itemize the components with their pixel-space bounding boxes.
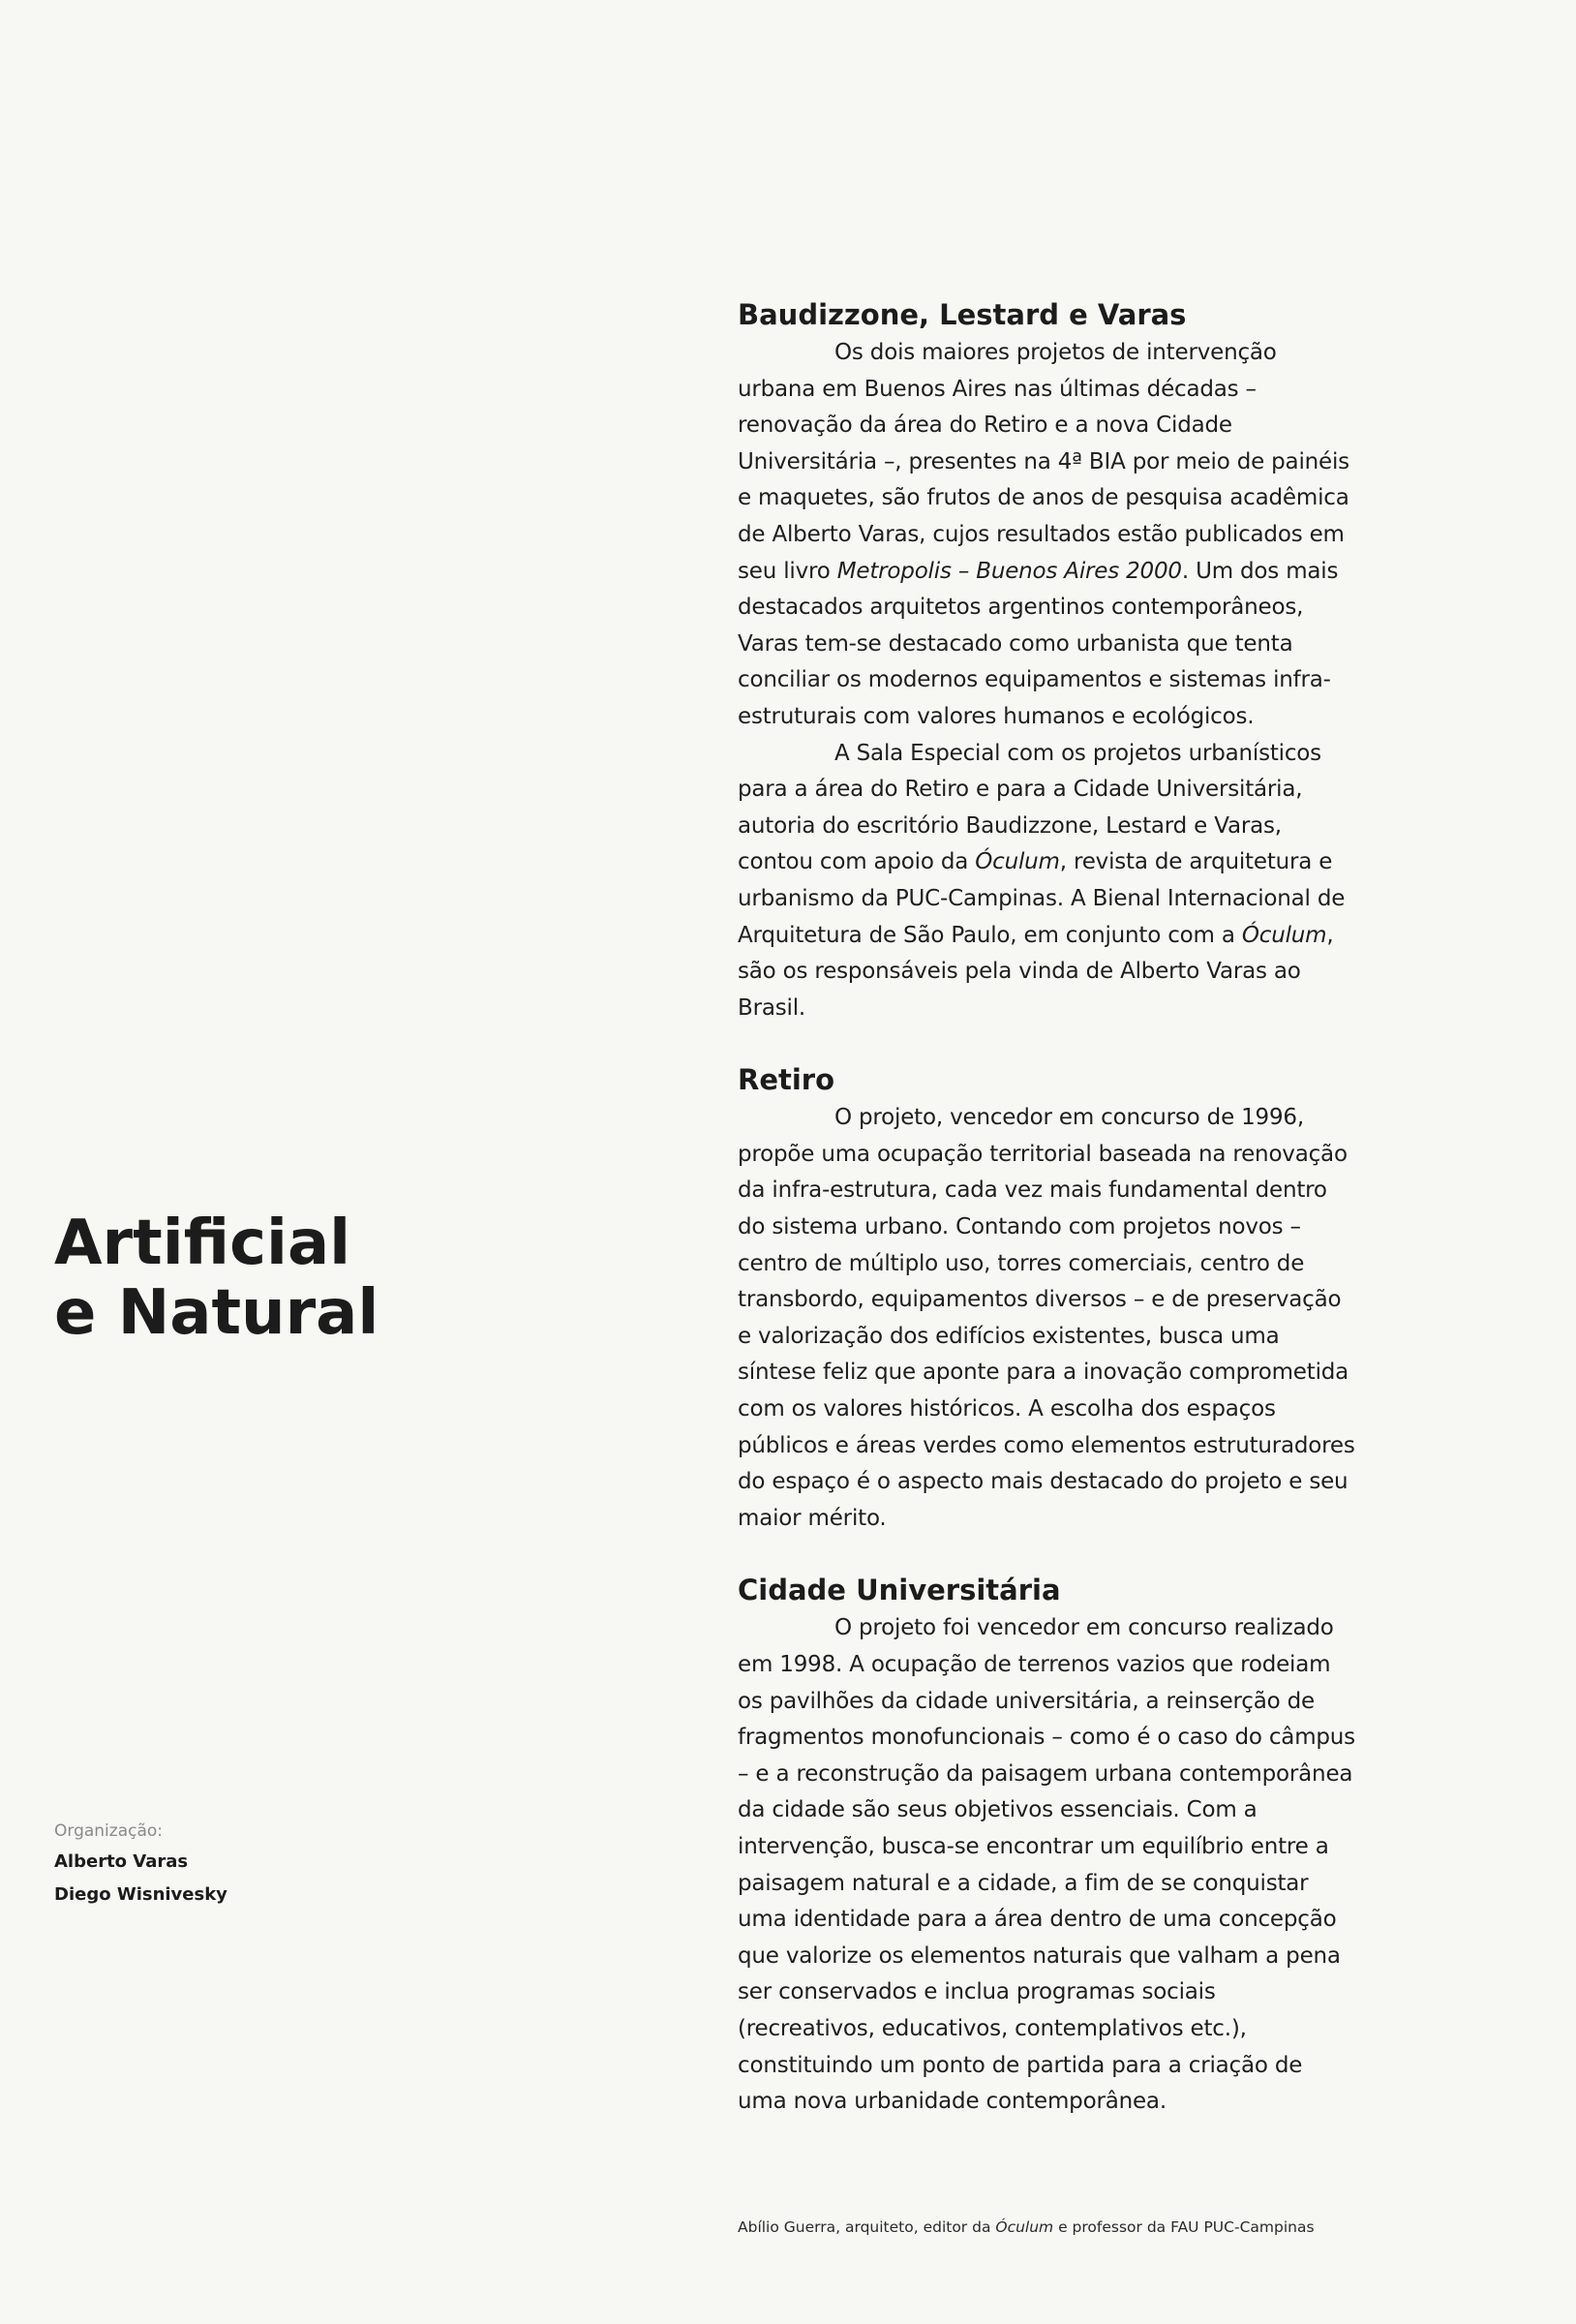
organizer-name: Alberto Varas: [54, 1851, 189, 1872]
section-retiro: [738, 1059, 1357, 1537]
paragraph: [738, 1100, 1357, 1537]
book-title: Metropolis – Buenos Aires 2000: [836, 558, 1182, 584]
magazine-name: Óculum: [975, 849, 1060, 875]
magazine-name: Óculum: [1241, 922, 1327, 948]
section-baudizzone: [738, 294, 1357, 1026]
article-body: [738, 294, 1357, 2121]
page-title: [54, 1208, 461, 1348]
section-heading: Baudizzone, Lestard e Varas: [738, 298, 1187, 331]
page-title-line-1: Artificial: [54, 1208, 351, 1279]
credit-text: Abílio Guerra, arquiteto, editor da: [738, 2218, 996, 2236]
credit-text: e professor da FAU PUC-Campinas: [1053, 2218, 1315, 2236]
paragraph: [738, 1610, 1357, 2120]
paragraph: [738, 335, 1357, 736]
paragraph-text: O projeto foi vencedor em concurso realizado em 1998. A ocupação de terrenos vazios que rodeiam os pavilhões da cidade universitária, a reinserção de fragmentos monofuncionais – como é o caso do câmpus – e a reconstrução da paisagem urbana contemporânea da cidade são seus objetivos essenciais. Com a intervenção, busca-se encontrar um equilíbrio entre a paisagem natural e a cidade, a fim de se conquistar uma identidade para a área dentro de uma concepção que valorize os elementos naturais que valham a pena ser conservados e inclua programas sociais (recreativos, educativos, contemplativos etc.), constituindo um ponto de partida para a criação de uma nova urbanidade contemporânea.: [738, 1615, 1355, 2115]
organization-credits: [54, 1817, 403, 1911]
magazine-name: Óculum: [995, 2218, 1054, 2236]
paragraph-text: O projeto, vencedor em concurso de 1996, propõe uma ocupação territorial baseada na renovação da infra-estrutura, cada vez mais fundamental dentro do sistema urbano. Contando com projetos novos – centro de múltiplo uso, torres comerciais, centro de transbordo, equipamentos diversos – e de preservação e valorização dos edifícios existentes, busca uma síntese feliz que aponte para a inovação comprometida com os valores históricos. A escolha dos espaços públicos e áreas verdes como elementos estruturadores do espaço é o aspecto mais destacado do projeto e seu maior mérito.: [738, 1105, 1355, 1531]
author-credit: [738, 2217, 1357, 2238]
section-heading: Cidade Universitária: [738, 1574, 1061, 1607]
section-heading: Retiro: [738, 1063, 835, 1097]
paragraph: [738, 736, 1357, 1027]
paragraph-text: , revista de arquitetura e urbanismo da PUC-Campinas. A Bienal Internacional de Arquitetura de São Paulo, em conjunto com a: [738, 849, 1346, 948]
section-cidade-universitaria: [738, 1570, 1357, 2120]
organizer-name: Diego Wisnivesky: [54, 1884, 227, 1905]
paragraph-text: , são os responsáveis pela vinda de Alberto Varas ao Brasil.: [738, 922, 1334, 1021]
organization-label: Organização:: [54, 1821, 164, 1841]
page-title-line-2: e Natural: [54, 1277, 379, 1349]
paragraph-text: . Um dos mais destacados arquitetos argentinos contemporâneos, Varas tem-se destacado como urbanista que tenta conciliar os modernos equipamentos e sistemas infra-estruturais com valores humanos e ecológicos.: [738, 558, 1339, 729]
paragraph-text: A Sala Especial com os projetos urbanísticos para a área do Retiro e para a Cidade Universitária, autoria do escritório Baudizzone, Lestard e Varas, contou com apoio da: [738, 740, 1321, 875]
paragraph-text: Os dois maiores projetos de intervenção urbana em Buenos Aires nas últimas décadas – renovação da área do Retiro e a nova Cidade Universitária –, presentes na 4ª BIA por meio de painéis e maquetes, são frutos de anos de pesquisa acadêmica de Alberto Varas, cujos resultados estão publicados em seu livro: [738, 340, 1349, 584]
